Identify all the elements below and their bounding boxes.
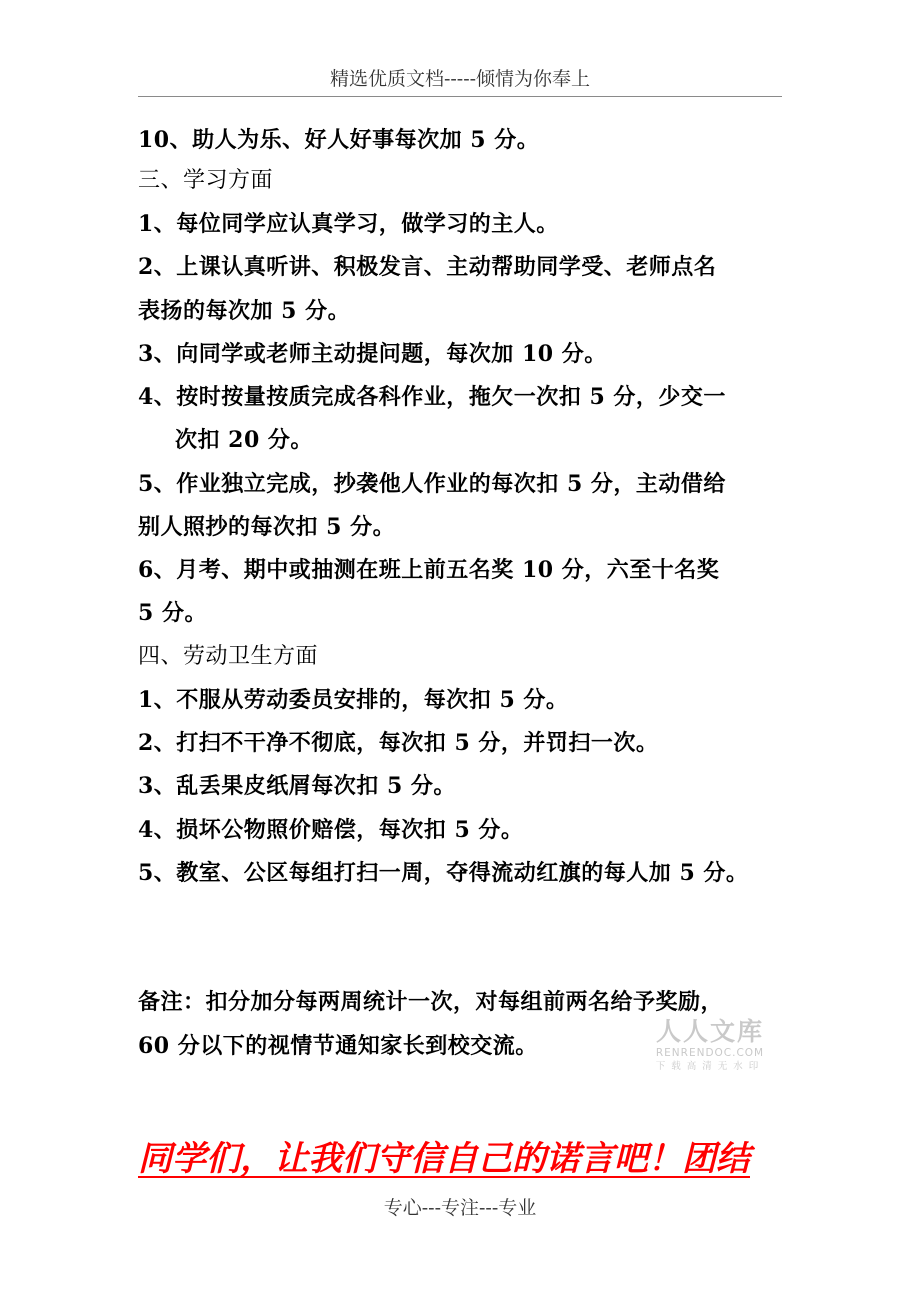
- rule-line-continued: 别人照抄的每次扣 5 分。: [138, 514, 396, 540]
- rule-line: 4、损坏公物照价赔偿，每次扣 5 分。: [138, 817, 524, 843]
- note-line: 备注：扣分加分每两周统计一次，对每组前两名给予奖励，: [138, 989, 724, 1015]
- page-header: 精选优质文档-----倾情为你奉上: [138, 62, 782, 97]
- watermark-logo: [648, 1018, 772, 1074]
- rule-line: 2、打扫不干净不彻底，每次扣 5 分，并罚扫一次。: [138, 730, 659, 756]
- watermark-title: 人人文库: [655, 1017, 764, 1046]
- watermark-url: RENRENDOC.COM: [655, 1047, 765, 1059]
- section-heading: 三、学习方面: [138, 168, 274, 193]
- page-footer: 专心---专注---专业: [383, 1197, 537, 1219]
- rule-line: 3、乱丢果皮纸屑每次扣 5 分。: [138, 773, 456, 799]
- slogan: 同学们，让我们守信自己的诺言吧！团结: [138, 1139, 750, 1179]
- rule-line-continued: 次扣 20 分。: [175, 427, 313, 453]
- watermark-subtitle: 下载高清无水印: [655, 1061, 765, 1072]
- rule-line: 4、按时按量按质完成各科作业，拖欠一次扣 5 分，少交一: [138, 384, 726, 410]
- rule-line: 5、作业独立完成，抄袭他人作业的每次扣 5 分，主动借给: [138, 471, 726, 497]
- rule-line: 3、向同学或老师主动提问题，每次加 10 分。: [138, 341, 607, 367]
- rule-line-continued: 表扬的每次加 5 分。: [138, 298, 351, 324]
- rule-line: 6、月考、期中或抽测在班上前五名奖 10 分，六至十名奖: [138, 557, 720, 583]
- rule-line: 1、不服从劳动委员安排的，每次扣 5 分。: [138, 687, 569, 713]
- rule-line: 5、教室、公区每组打扫一周，夺得流动红旗的每人加 5 分。: [138, 860, 749, 886]
- rule-line-continued: 5 分。: [138, 600, 207, 626]
- note-line: 60 分以下的视情节通知家长到校交流。: [138, 1033, 538, 1059]
- rule-line: 1、每位同学应认真学习，做学习的主人。: [138, 211, 559, 237]
- rule-line: 2、上课认真听讲、积极发言、主动帮助同学受、老师点名: [138, 254, 717, 280]
- rule-line: 10、助人为乐、好人好事每次加 5 分。: [138, 127, 540, 153]
- section-heading: 四、劳动卫生方面: [138, 644, 319, 669]
